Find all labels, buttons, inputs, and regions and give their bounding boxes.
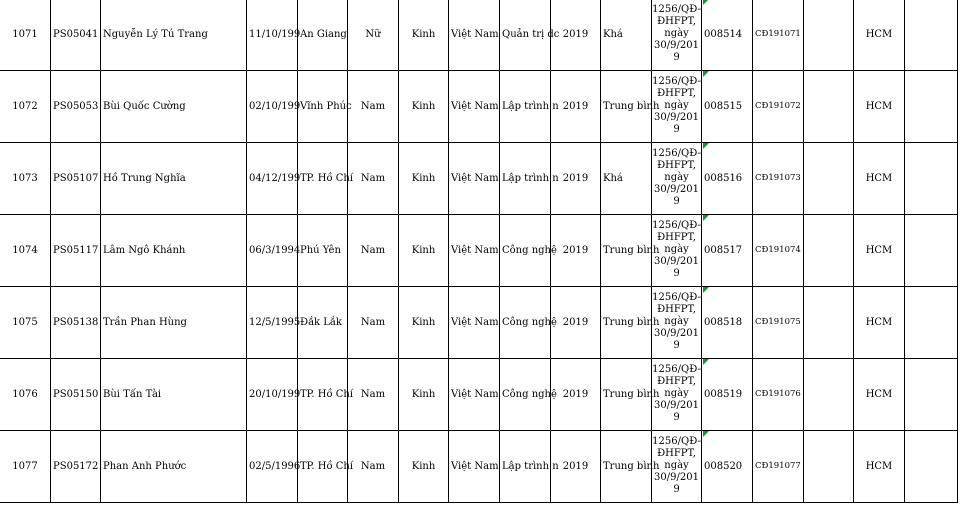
cell-nationality[interactable] <box>449 358 500 430</box>
birth-place-text: Phú Yên <box>300 244 341 256</box>
gender-text: Nam <box>360 172 386 184</box>
decision-line: ĐHFPT, <box>657 160 696 171</box>
full-name-text: Hồ Trung Nghĩa <box>103 172 186 184</box>
student-id-text: PS05053 <box>53 100 99 112</box>
decision-line: ngày <box>664 100 689 111</box>
grade-text: Trung bình <box>603 100 660 112</box>
campus-text: HCM <box>865 388 893 400</box>
major-text: Công nghệ <box>502 316 557 328</box>
cell-cert-no[interactable] <box>702 286 753 358</box>
cell-major[interactable] <box>500 142 559 214</box>
decision-line: 9 <box>673 412 680 423</box>
cell-birth-date[interactable] <box>247 286 301 358</box>
decision-line: 1256/QĐ- <box>652 364 701 375</box>
cell-grad-year[interactable] <box>551 214 601 286</box>
cell-grade[interactable] <box>601 358 660 430</box>
cell-major[interactable] <box>500 430 559 502</box>
cell-no[interactable] <box>0 214 51 286</box>
cell-gender[interactable] <box>348 70 399 142</box>
birth-date-text: 02/10/199 <box>249 100 301 112</box>
comment-indicator-icon[interactable] <box>703 287 709 293</box>
decision-line: 30/9/201 <box>654 184 699 195</box>
grad-year-text: 2019 <box>562 172 589 184</box>
full-name-text: Trần Phan Hùng <box>103 316 187 328</box>
no-text: 1077 <box>12 460 38 472</box>
comment-indicator-icon[interactable] <box>703 431 709 437</box>
cell-decision[interactable] <box>652 286 702 358</box>
grade-text: Khá <box>603 172 623 184</box>
cell-student-id[interactable] <box>51 214 101 286</box>
cell-ethnicity[interactable] <box>399 214 449 286</box>
decision-line: 9 <box>673 196 680 207</box>
decision-line: 1256/QĐ- <box>652 220 701 231</box>
cell-major[interactable] <box>500 358 557 430</box>
cell-birth-date[interactable] <box>247 142 301 214</box>
cell-student-id[interactable] <box>51 70 101 142</box>
decision-line: 30/9/201 <box>654 328 699 339</box>
campus-text: HCM <box>865 172 893 184</box>
comment-indicator-icon[interactable] <box>703 0 709 5</box>
cell-campus[interactable] <box>854 70 905 142</box>
cell-campus[interactable] <box>854 0 905 70</box>
grad-year-text: 2019 <box>562 28 589 40</box>
cell-extra[interactable] <box>905 214 958 286</box>
cert-code-text: CĐ191074 <box>755 245 801 255</box>
comment-indicator-icon[interactable] <box>703 359 709 365</box>
decision-line: 1256/QĐ- <box>652 436 701 447</box>
cell-gender[interactable] <box>348 286 399 358</box>
full-name-text: Nguyễn Lý Tú Trang <box>103 28 208 40</box>
birth-place-text: TP. Hồ Chí <box>300 460 354 472</box>
major-text: Công nghệ <box>502 244 557 256</box>
cell-grade[interactable] <box>601 430 660 502</box>
no-text: 1073 <box>12 172 38 184</box>
cell-no[interactable] <box>0 430 51 502</box>
student-id-text: PS05150 <box>53 388 99 400</box>
cell-major[interactable] <box>500 286 557 358</box>
gender-text: Nam <box>360 316 386 328</box>
cell-blank[interactable] <box>804 430 854 502</box>
cell-cert-no[interactable] <box>702 0 753 70</box>
comment-indicator-icon[interactable] <box>703 71 709 77</box>
birth-place-text: TP. Hồ Chí <box>300 172 354 184</box>
student-id-text: PS05117 <box>53 244 99 256</box>
cell-decision[interactable] <box>652 358 702 430</box>
birth-place-text: Đắk Lắk <box>300 316 342 328</box>
cert-code-text: CĐ191071 <box>755 29 801 39</box>
major-text: Lập trình n <box>502 172 559 184</box>
cell-campus[interactable] <box>854 430 905 502</box>
student-id-text: PS05138 <box>53 316 99 328</box>
cell-student-id[interactable] <box>51 286 101 358</box>
decision-line: ngày <box>664 172 689 183</box>
decision-line: ĐHFPT, <box>657 304 696 315</box>
cell-no[interactable] <box>0 70 51 142</box>
gender-text: Nữ <box>365 28 381 40</box>
grade-text: Khá <box>603 28 623 40</box>
cell-cert-code[interactable] <box>753 358 804 430</box>
cell-nationality[interactable] <box>449 70 500 142</box>
ethnicity-text: Kinh <box>411 100 436 112</box>
cell-no[interactable] <box>0 142 51 214</box>
cell-full-name[interactable] <box>101 214 247 286</box>
decision-line: ĐHFPT, <box>657 232 696 243</box>
decision-line: 9 <box>673 124 680 135</box>
table-row <box>0 358 958 431</box>
cell-full-name[interactable] <box>101 0 247 70</box>
cert-code-text: CĐ191077 <box>755 461 801 471</box>
cell-birth-place[interactable] <box>298 142 354 214</box>
birth-place-text: An Giang <box>300 28 347 40</box>
decision-line: 1256/QĐ- <box>652 292 701 303</box>
ethnicity-text: Kinh <box>411 316 436 328</box>
cell-birth-place[interactable] <box>298 358 354 430</box>
cell-student-id[interactable] <box>51 0 101 70</box>
grad-year-text: 2019 <box>562 100 589 112</box>
decision-line: 9 <box>673 484 680 495</box>
cell-grad-year[interactable] <box>551 70 601 142</box>
cell-campus[interactable] <box>854 214 905 286</box>
campus-text: HCM <box>865 100 893 112</box>
cell-ethnicity[interactable] <box>399 70 449 142</box>
decision-line: 30/9/201 <box>654 256 699 267</box>
birth-date-text: 04/12/199 <box>249 172 301 184</box>
cell-full-name[interactable] <box>101 70 247 142</box>
cell-birth-place[interactable] <box>298 286 348 358</box>
major-text: Công nghệ <box>502 388 557 400</box>
cell-gender[interactable] <box>348 430 399 502</box>
table-row <box>0 214 958 287</box>
cert-no-text: 008516 <box>704 172 743 184</box>
ethnicity-text: Kinh <box>411 172 436 184</box>
nationality-text: Việt Nam <box>451 316 499 328</box>
cell-blank[interactable] <box>804 142 854 214</box>
cell-grade[interactable] <box>601 214 660 286</box>
decision-line: 1256/QĐ- <box>652 4 701 15</box>
table-row <box>0 430 958 503</box>
birth-date-text: 02/5/1996 <box>249 460 301 472</box>
cert-no-text: 008520 <box>704 460 743 472</box>
major-text: Lập trình n <box>502 100 559 112</box>
table-row <box>0 142 958 215</box>
campus-text: HCM <box>865 316 893 328</box>
cell-nationality[interactable] <box>449 0 500 70</box>
grad-year-text: 2019 <box>562 388 589 400</box>
no-text: 1071 <box>12 28 38 40</box>
full-name-text: Lâm Ngô Khánh <box>103 244 186 256</box>
comment-indicator-icon[interactable] <box>703 215 709 221</box>
cell-gender[interactable] <box>348 358 399 430</box>
cell-full-name[interactable] <box>101 142 247 214</box>
gender-text: Nam <box>360 460 386 472</box>
no-text: 1075 <box>12 316 38 328</box>
cell-decision[interactable] <box>652 0 702 70</box>
decision-line: ĐHFPT, <box>657 448 696 459</box>
decision-line: ngày <box>664 244 689 255</box>
cell-extra[interactable] <box>905 70 958 142</box>
birth-date-text: 20/10/199 <box>249 388 301 400</box>
student-id-text: PS05172 <box>53 460 99 472</box>
cert-no-text: 008514 <box>704 28 743 40</box>
cell-gender[interactable] <box>348 142 399 214</box>
ethnicity-text: Kinh <box>411 388 436 400</box>
decision-line: 9 <box>673 268 680 279</box>
cell-cert-no[interactable] <box>702 214 753 286</box>
cert-code-text: CĐ191073 <box>755 173 801 183</box>
cell-campus[interactable] <box>854 142 905 214</box>
cell-student-id[interactable] <box>51 358 101 430</box>
major-text: Quản trị dc <box>502 28 560 40</box>
decision-line: 30/9/201 <box>654 112 699 123</box>
cell-full-name[interactable] <box>101 286 247 358</box>
cell-ethnicity[interactable] <box>399 358 449 430</box>
birth-date-text: 12/5/1995 <box>249 316 301 328</box>
decision-line: ĐHFPT, <box>657 376 696 387</box>
decision-line: 9 <box>673 52 680 63</box>
cell-birth-place[interactable] <box>298 430 354 502</box>
nationality-text: Việt Nam <box>451 28 499 40</box>
campus-text: HCM <box>865 28 893 40</box>
no-text: 1074 <box>12 244 38 256</box>
cell-cert-code[interactable] <box>753 70 804 142</box>
cell-ethnicity[interactable] <box>399 0 449 70</box>
decision-line: ĐHFPT, <box>657 88 696 99</box>
decision-line: 1256/QĐ- <box>652 148 701 159</box>
cell-extra[interactable] <box>905 358 958 430</box>
cell-gender[interactable] <box>348 0 399 70</box>
cell-nationality[interactable] <box>449 286 500 358</box>
cell-cert-code[interactable] <box>753 0 804 70</box>
grade-text: Trung bình <box>603 244 660 256</box>
decision-line: 30/9/201 <box>654 400 699 411</box>
cell-extra[interactable] <box>905 286 958 358</box>
comment-indicator-icon[interactable] <box>703 143 709 149</box>
cell-blank[interactable] <box>804 70 854 142</box>
table-row <box>0 70 958 143</box>
cert-no-text: 008517 <box>704 244 743 256</box>
table-row <box>0 0 958 71</box>
cell-student-id[interactable] <box>51 142 101 214</box>
cell-major[interactable] <box>500 0 560 70</box>
cert-no-text: 008515 <box>704 100 743 112</box>
cell-grad-year[interactable] <box>551 142 601 214</box>
gender-text: Nam <box>360 100 386 112</box>
cell-nationality[interactable] <box>449 430 500 502</box>
birth-place-text: Vĩnh Phúc <box>300 100 352 112</box>
cell-birth-place[interactable] <box>298 0 348 70</box>
no-text: 1076 <box>12 388 38 400</box>
birth-date-text: 06/3/1994 <box>249 244 301 256</box>
decision-line: ngày <box>664 388 689 399</box>
grade-text: Trung bình <box>603 388 660 400</box>
gender-text: Nam <box>360 244 386 256</box>
table-row <box>0 286 958 359</box>
cell-grade[interactable] <box>601 286 660 358</box>
grade-text: Trung bình <box>603 316 660 328</box>
cell-no[interactable] <box>0 0 51 70</box>
cell-cert-code[interactable] <box>753 214 804 286</box>
cell-grad-year[interactable] <box>551 286 601 358</box>
cell-decision[interactable] <box>652 70 702 142</box>
cell-birth-date[interactable] <box>247 70 301 142</box>
cell-birth-date[interactable] <box>247 430 301 502</box>
cell-cert-no[interactable] <box>702 70 753 142</box>
gender-text: Nam <box>360 388 386 400</box>
full-name-text: Bùi Quốc Cường <box>103 100 186 112</box>
nationality-text: Việt Nam <box>451 460 499 472</box>
cell-ethnicity[interactable] <box>399 286 449 358</box>
grad-year-text: 2019 <box>562 316 589 328</box>
decision-line: 30/9/201 <box>654 472 699 483</box>
cert-code-text: CĐ191075 <box>755 317 801 327</box>
decision-line: 1256/QĐ- <box>652 76 701 87</box>
cell-blank[interactable] <box>804 358 854 430</box>
cell-birth-date[interactable] <box>247 358 301 430</box>
cell-blank[interactable] <box>804 0 854 70</box>
cell-cert-code[interactable] <box>753 286 804 358</box>
cell-birth-date[interactable] <box>247 0 301 70</box>
campus-text: HCM <box>865 460 893 472</box>
cell-no[interactable] <box>0 358 51 430</box>
full-name-text: Bùi Tấn Tài <box>103 388 162 400</box>
student-id-text: PS05041 <box>53 28 99 40</box>
grad-year-text: 2019 <box>562 460 589 472</box>
cert-no-text: 008519 <box>704 388 743 400</box>
full-name-text: Phan Anh Phước <box>103 460 187 472</box>
student-id-text: PS05107 <box>53 172 99 184</box>
cell-cert-no[interactable] <box>702 142 753 214</box>
cell-extra[interactable] <box>905 430 958 502</box>
cell-cert-no[interactable] <box>702 430 753 502</box>
cell-grad-year[interactable] <box>551 0 601 70</box>
cell-cert-no[interactable] <box>702 358 753 430</box>
cell-nationality[interactable] <box>449 142 500 214</box>
no-text: 1072 <box>12 100 38 112</box>
cell-extra[interactable] <box>905 0 958 70</box>
cell-no[interactable] <box>0 286 51 358</box>
cell-blank[interactable] <box>804 286 854 358</box>
campus-text: HCM <box>865 244 893 256</box>
decision-line: ngày <box>664 28 689 39</box>
ethnicity-text: Kinh <box>411 244 436 256</box>
decision-line: ngày <box>664 316 689 327</box>
cell-ethnicity[interactable] <box>399 430 449 502</box>
ethnicity-text: Kinh <box>411 28 436 40</box>
cell-grad-year[interactable] <box>551 358 601 430</box>
cell-campus[interactable] <box>854 286 905 358</box>
cell-decision[interactable] <box>652 214 702 286</box>
cert-no-text: 008518 <box>704 316 743 328</box>
cell-cert-code[interactable] <box>753 430 804 502</box>
nationality-text: Việt Nam <box>451 388 499 400</box>
cell-major[interactable] <box>500 70 559 142</box>
birth-place-text: TP. Hồ Chí <box>300 388 354 400</box>
cell-student-id[interactable] <box>51 430 101 502</box>
cell-decision[interactable] <box>652 430 702 502</box>
cell-blank[interactable] <box>804 214 854 286</box>
cell-grade[interactable] <box>601 0 652 70</box>
cell-grade[interactable] <box>601 70 660 142</box>
major-text: Lập trình n <box>502 460 559 472</box>
decision-line: ĐHFPT, <box>657 16 696 27</box>
decision-line: 9 <box>673 340 680 351</box>
nationality-text: Việt Nam <box>451 172 499 184</box>
cell-birth-place[interactable] <box>298 70 352 142</box>
cell-gender[interactable] <box>348 214 399 286</box>
cell-full-name[interactable] <box>101 358 247 430</box>
cell-nationality[interactable] <box>449 214 500 286</box>
cert-code-text: CĐ191076 <box>755 389 801 399</box>
cell-cert-code[interactable] <box>753 142 804 214</box>
cell-birth-place[interactable] <box>298 214 348 286</box>
cert-code-text: CĐ191072 <box>755 101 801 111</box>
cell-ethnicity[interactable] <box>399 142 449 214</box>
cell-birth-date[interactable] <box>247 214 301 286</box>
ethnicity-text: Kinh <box>411 460 436 472</box>
nationality-text: Việt Nam <box>451 244 499 256</box>
decision-line: ngày <box>664 460 689 471</box>
cell-campus[interactable] <box>854 358 905 430</box>
nationality-text: Việt Nam <box>451 100 499 112</box>
birth-date-text: 11/10/199 <box>249 28 301 40</box>
cell-full-name[interactable] <box>101 430 247 502</box>
grad-year-text: 2019 <box>562 244 589 256</box>
cell-decision[interactable] <box>652 142 702 214</box>
cell-major[interactable] <box>500 214 557 286</box>
decision-line: 30/9/201 <box>654 40 699 51</box>
cell-grade[interactable] <box>601 142 652 214</box>
cell-grad-year[interactable] <box>551 430 601 502</box>
grade-text: Trung bình <box>603 460 660 472</box>
cell-extra[interactable] <box>905 142 958 214</box>
